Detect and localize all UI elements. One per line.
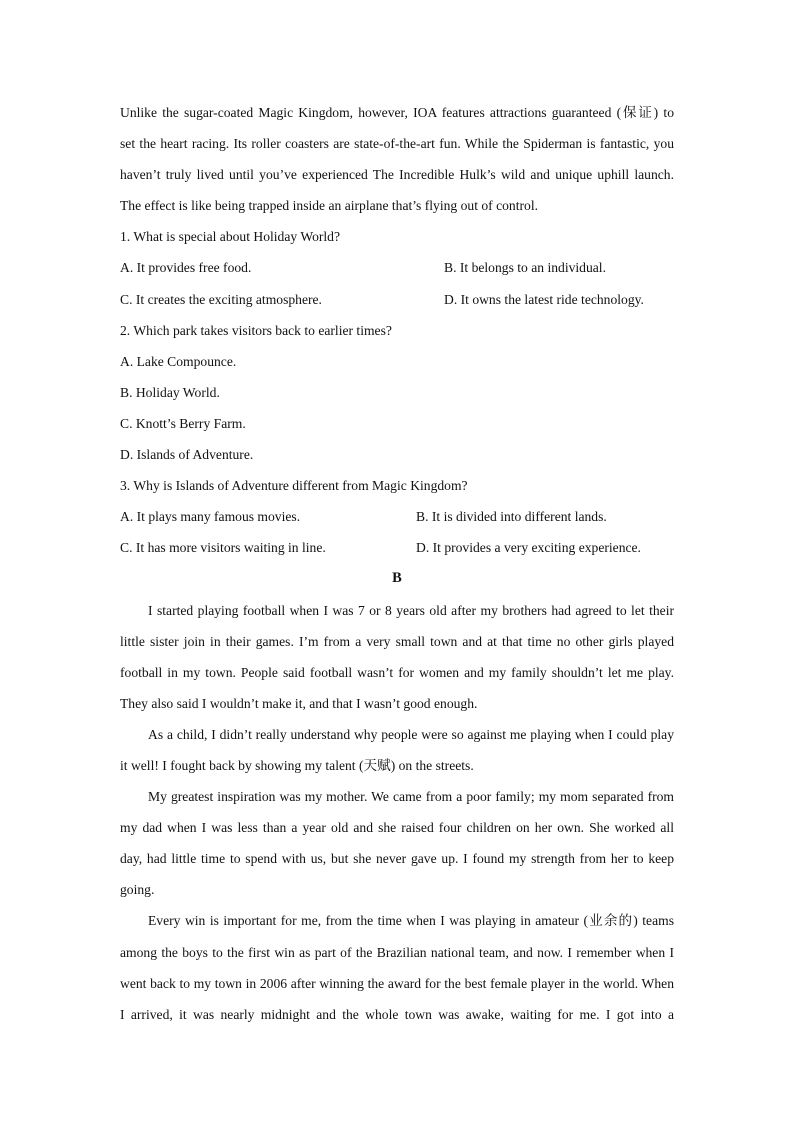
text-line: set the heart racing. Its roller coasters are state-of-the-art fun. While the Spiderman is fantastic, you [120, 136, 674, 152]
text-line: going. [120, 882, 155, 898]
text-line: my dad when I was less than a year old and she raised four children on her own. She worked all [120, 820, 674, 836]
option-d: D. It provides a very exciting experience. [416, 540, 641, 556]
text-line: My greatest inspiration was my mother. We came from a poor family; my mom separated from [148, 789, 674, 805]
text-line: haven’t truly lived until you’ve experienced The Incredible Hulk’s wild and unique uphill launch. [120, 167, 674, 183]
text-line: among the boys to the first win as part of the Brazilian national team, and now. I remember when I [120, 944, 674, 960]
text-line: I arrived, it was nearly midnight and the whole town was awake, waiting for me. I got into a [120, 1006, 674, 1022]
option-d: D. It owns the latest ride technology. [444, 291, 644, 307]
text-line: little sister join in their games. I’m from a very small town and at that time no other girls played [120, 633, 674, 649]
intro-paragraph [120, 97, 674, 221]
option-b: B. It belongs to an individual. [444, 260, 606, 276]
options-row [120, 501, 674, 532]
text-line: Unlike the sugar-coated Magic Kingdom, however, IOA features attractions guaranteed (保证) to [120, 105, 674, 120]
options-row [120, 532, 674, 563]
text-line: Every win is important for me, from the time when I was playing in amateur (业余的) teams [148, 913, 674, 929]
question-stem: 2. Which park takes visitors back to earlier times? [120, 322, 392, 338]
text-line: it well! I fought back by showing my talent (天赋) on the streets. [120, 757, 474, 773]
text-line: The effect is like being trapped inside an airplane that’s flying out of control. [120, 198, 539, 214]
option-a: A. Lake Compounce. [120, 353, 237, 369]
option-a: A. It plays many famous movies. [120, 509, 301, 525]
options-row [120, 252, 674, 283]
question-3 [120, 470, 674, 563]
paragraph [120, 595, 674, 719]
document-page [120, 97, 674, 1030]
options-row [120, 284, 674, 315]
option-b: B. Holiday World. [120, 384, 220, 400]
text-line: As a child, I didn’t really understand why people were so against me playing when I could play [148, 726, 674, 742]
option-d: D. Islands of Adventure. [120, 447, 254, 463]
section-heading: B [392, 570, 402, 587]
question-1 [120, 221, 674, 314]
option-c: C. It has more visitors waiting in line. [120, 540, 326, 556]
paragraph [120, 905, 674, 1029]
text-line: football in my town. People said football wasn’t for women and my family shouldn’t let me play. [120, 664, 674, 680]
text-line: They also said I wouldn’t make it, and that I wasn’t good enough. [120, 695, 478, 711]
text-line: went back to my town in 2006 after winning the award for the best female player in the world. When [120, 975, 674, 991]
paragraph [120, 719, 674, 781]
question-2 [120, 315, 674, 470]
option-c: C. It creates the exciting atmosphere. [120, 291, 322, 307]
text-line: day, had little time to spend with us, but she never gave up. I found my strength from her to keep [120, 851, 674, 867]
option-c: C. Knott’s Berry Farm. [120, 415, 246, 431]
question-stem: 3. Why is Islands of Adventure different from Magic Kingdom? [120, 478, 468, 494]
paragraph [120, 781, 674, 905]
option-b: B. It is divided into different lands. [416, 509, 607, 525]
question-stem: 1. What is special about Holiday World? [120, 229, 341, 245]
option-a: A. It provides free food. [120, 260, 252, 276]
text-line: I started playing football when I was 7 or 8 years old after my brothers had agreed to let their [148, 602, 674, 618]
